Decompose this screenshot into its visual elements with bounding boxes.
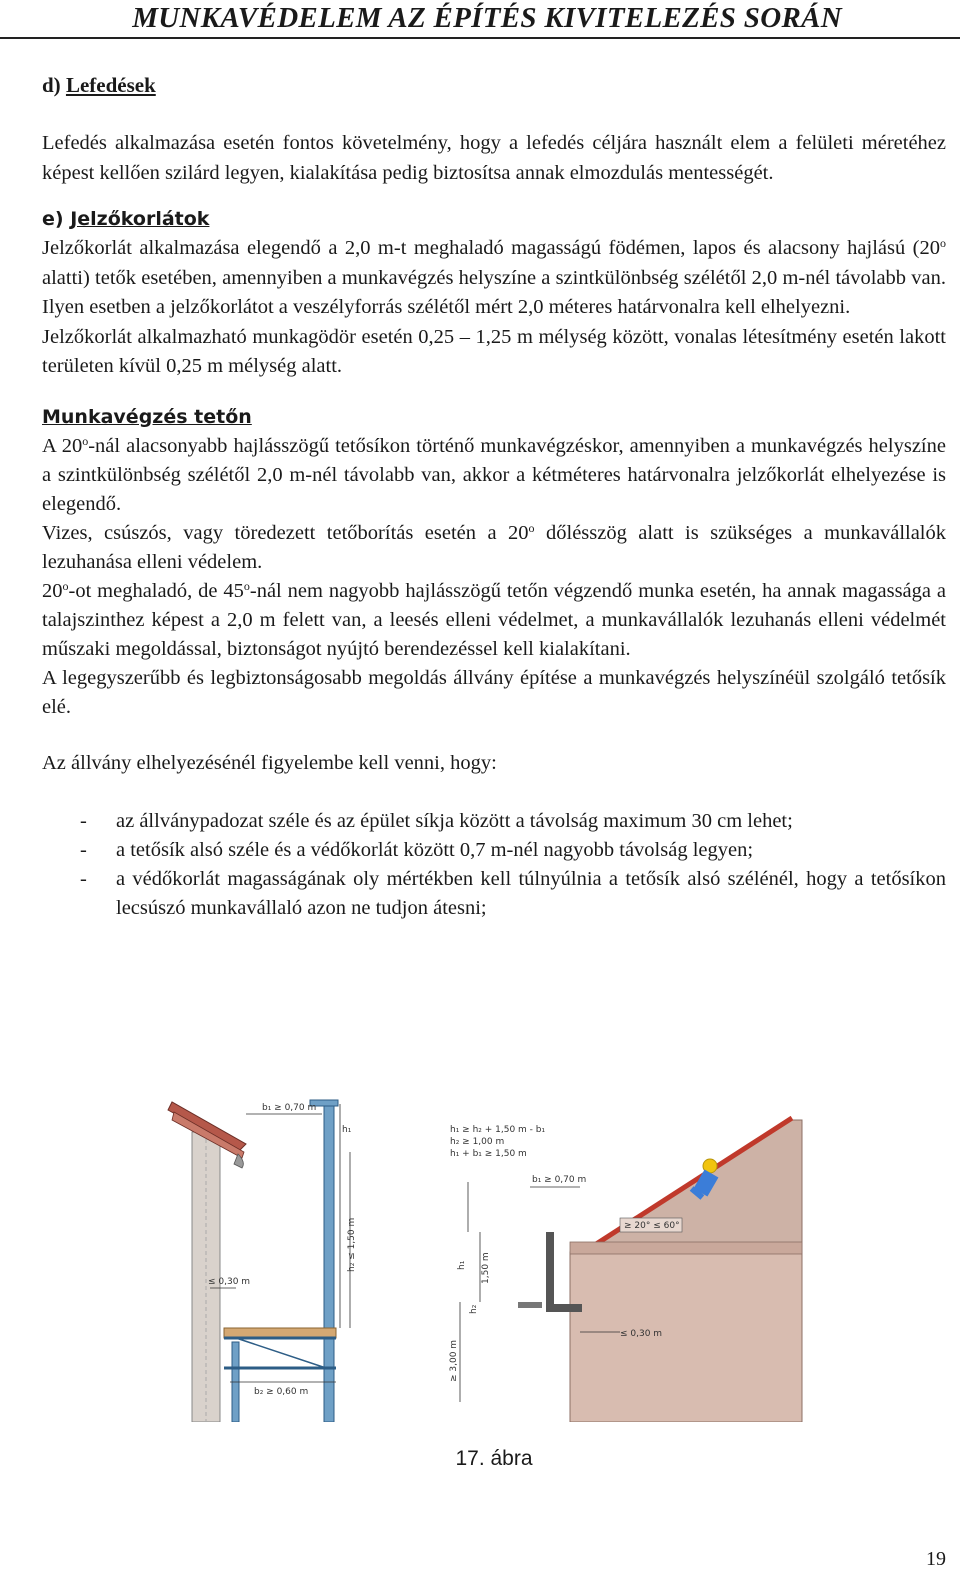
list-item-text: a védőkorlát magasságának oly mértékben kell túlnyúlnia a tetősík alsó szélénél, hogy a tetősíkon lecsúszó munkavállaló azon ne tudjon átesni;	[116, 867, 946, 919]
list-item	[42, 807, 946, 836]
page-content	[42, 70, 946, 923]
roof-work-paragraph-2	[42, 519, 946, 577]
label-angle: ≥ 20° ≤ 60°	[624, 1221, 680, 1231]
text-run: A 20	[42, 434, 83, 457]
guard-plate	[546, 1232, 554, 1312]
list-dash: -	[80, 809, 87, 832]
text-run: -nál alacsonyabb hajlásszögű tetősíkon történő munkavégzéskor, amennyiben a munkavégzés helyszíne a szintkülönbség szélétől 2,0 m-nél távolabb van, akkor a kétméteres határvonalra jelzőkorlát elhelyezése is elegendő.	[42, 434, 946, 515]
label-left-b1: b₁ ≥ 0,70 m	[262, 1103, 317, 1113]
roof-work-paragraph-5: Az állvány elhelyezésénél figyelembe kell venni, hogy:	[42, 751, 497, 774]
section-d-heading	[42, 73, 946, 98]
text-run: alatti) tetők esetében, amennyiben a munkavégzés helyszíne a szintkülönbség szélétől 2,0 m-nél távolabb van. Ilyen esetben a jelzőkorlátot a veszélyforrás szélétől mért 2,0 méteres határvonalra kell elhelyezni.	[42, 266, 946, 318]
label-right-gap: ≤ 0,30 m	[620, 1329, 663, 1339]
text-run: -nál nem nagyobb hajlásszögű tetőn végzendő munka esetén, ha annak magassága a talajszinthez képest a 2,0 m felett van, a leesés elleni védelmet, a munkavállalók lezuhanás elleni védelmét műszaki megoldással, biztonságot nyújtó berendezéssel kell kialakítani.	[42, 579, 946, 660]
roof-work-paragraph-3	[42, 577, 946, 664]
label-right-150: 1,50 m	[481, 1252, 491, 1284]
roof-work-paragraph-1	[42, 432, 946, 519]
label-formula-3: h₁ + b₁ ≥ 1,50 m	[450, 1149, 527, 1159]
text-run: dőlésszög alatt is szükséges a munkavállalók lezuhanása elleni védelem.	[42, 521, 947, 573]
text-run: 20	[42, 579, 63, 602]
scaffold-requirements-list	[42, 807, 946, 923]
section-e-paragraph-1	[42, 234, 946, 323]
label-formula-1: h₁ ≥ h₂ + 1,50 m - b₁	[450, 1125, 546, 1135]
section-e-paragraph-2: Jelzőkorlát alkalmazható munkagödör esetén 0,25 – 1,25 m mélység között, vonalas létesítmény esetén lakott területen kívül 0,25 m mélység alatt.	[42, 325, 946, 377]
label-right-h2: h₂	[469, 1304, 479, 1314]
superscript: o	[528, 520, 535, 535]
superscript: o	[62, 578, 69, 593]
section-e-label: e)	[42, 208, 64, 230]
figure-caption: 17. ábra	[455, 1447, 533, 1470]
label-left-b2: b₂ ≥ 0,60 m	[254, 1387, 309, 1397]
list-item-text: az állványpadozat széle és az épület síkja között a távolság maximum 30 cm lehet;	[116, 809, 793, 832]
text-run: Jelzőkorlát alkalmazása elegendő a 2,0 m-t meghaladó magasságú födémen, lapos és alacsony hajlású (20	[42, 237, 940, 259]
roof-work-title: Munkavégzés tetőn	[42, 405, 252, 428]
text-run: Vizes, csúszós, vagy töredezett tetőborítás esetén a 20	[42, 521, 529, 544]
page-number: 19	[926, 1548, 946, 1570]
section-e-title: Jelzőkorlátok	[70, 208, 210, 230]
roof-work-heading	[42, 406, 946, 428]
left-scaffold-drawing	[168, 1100, 357, 1422]
section-d-label: d)	[42, 73, 61, 97]
list-item	[42, 836, 946, 865]
superscript: o	[82, 433, 89, 448]
label-formula-2: h₂ ≥ 1,00 m	[450, 1137, 505, 1147]
superscript: o	[243, 578, 250, 593]
label-left-h1: h₁	[342, 1125, 352, 1135]
superscript: o	[940, 236, 946, 250]
list-dash: -	[80, 867, 87, 890]
list-item-text: a tetősík alsó széle és a védőkorlát között 0,7 m-nél nagyobb távolság legyen;	[116, 838, 754, 861]
label-right-b1: b₁ ≥ 0,70 m	[532, 1175, 587, 1185]
section-e-heading	[42, 208, 946, 230]
figure-17-illustration	[150, 1092, 810, 1422]
section-d-paragraph: Lefedés alkalmazása esetén fontos követelmény, hogy a lefedés céljára használt elem a felületi méretéhez képest kellően szilárd legyen, kialakítása pedig biztosítsa annak elmozdulás mentességét.	[42, 132, 946, 184]
label-left-gap: ≤ 0,30 m	[208, 1277, 251, 1287]
building-wall	[570, 1252, 802, 1422]
label-left-h2: h₂ ≤ 1,50 m	[347, 1217, 357, 1272]
text-run: -ot meghaladó, de 45	[68, 579, 244, 602]
list-item	[42, 865, 946, 923]
section-d-title: Lefedések	[65, 73, 156, 97]
label-right-300: ≥ 3,00 m	[449, 1339, 459, 1382]
page-header	[0, 0, 960, 39]
label-right-h1: h₁	[457, 1260, 467, 1270]
header-title: MUNKAVÉDELEM AZ ÉPÍTÉS KIVITELEZÉS SORÁN	[132, 2, 842, 34]
right-building-drawing	[449, 1118, 802, 1422]
scaffold-upright	[324, 1102, 334, 1422]
list-dash: -	[80, 838, 87, 861]
roof-work-paragraph-4: A legegyszerűbb és legbiztonságosabb megoldás állvány építése a munkavégzés helyszínéül szolgáló tetősík elé.	[42, 666, 946, 718]
